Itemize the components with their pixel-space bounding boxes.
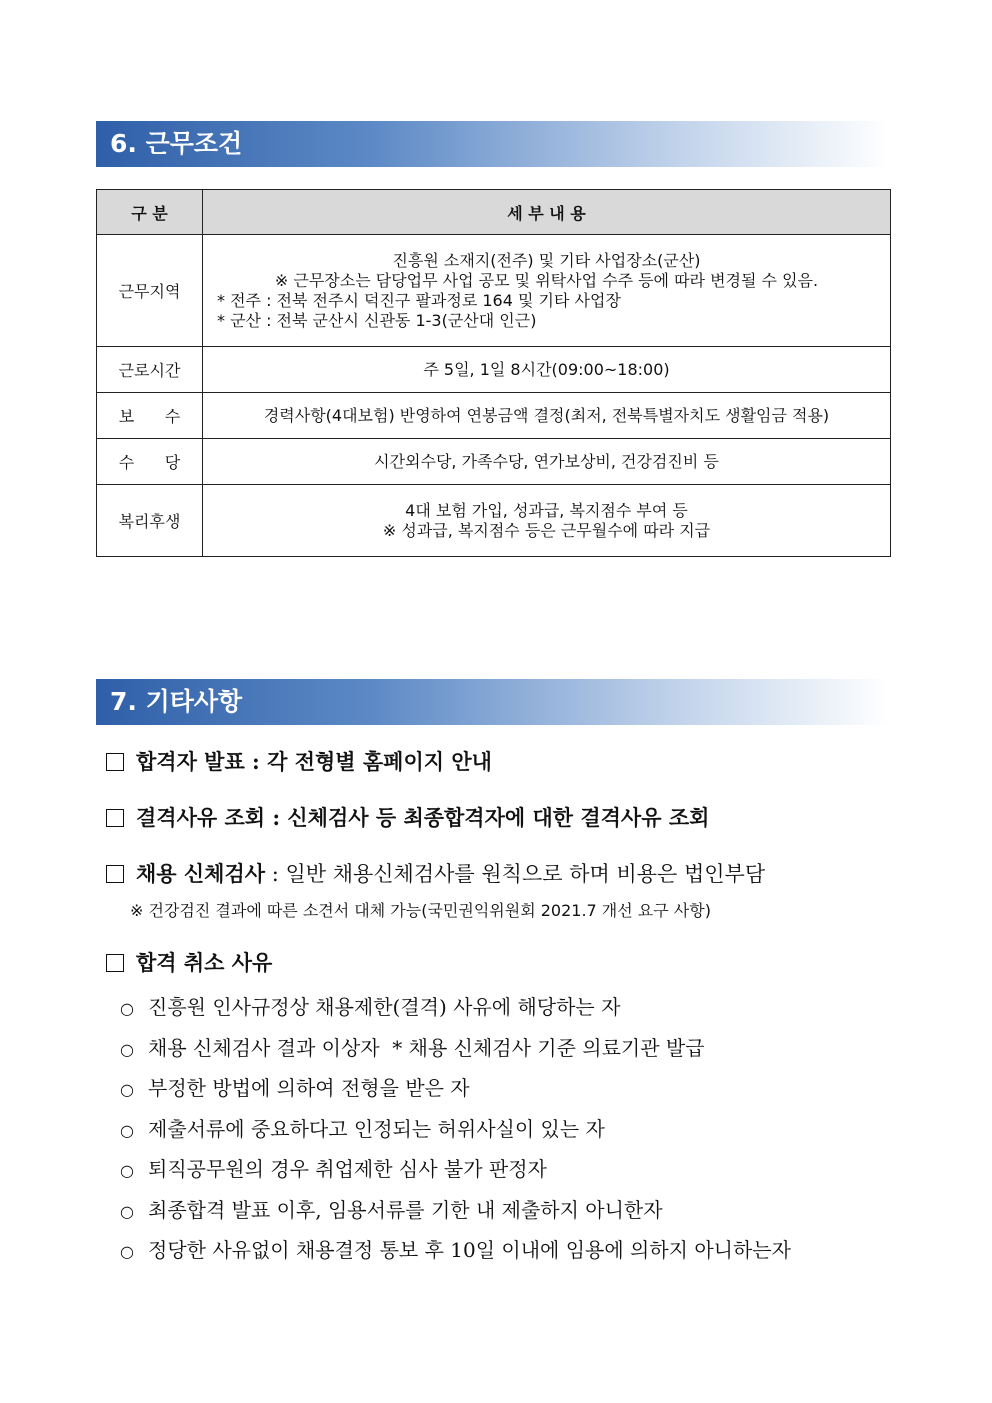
content-line: * 전주 : 전북 전주시 덕진구 팔과정로 164 및 기타 사업장 <box>217 290 621 310</box>
circle-bullet-icon: ○ <box>120 999 134 1018</box>
table-row-work-hours <box>97 347 891 393</box>
cancel-reasons-list <box>106 987 946 1271</box>
table-header-details: 세 부 내 용 <box>203 190 891 235</box>
content-line: ※ 근무장소는 담당업무 사업 공모 및 위탁사업 수주 등에 따라 변경될 수 있음. <box>274 270 819 290</box>
row-label: 복리후생 <box>97 485 203 557</box>
circle-bullet-icon: ○ <box>120 1201 134 1221</box>
cancel-reasons-heading <box>106 947 946 979</box>
health-check-note: ※ 건강검진 결과에 따른 소견서 대체 가능(국민권익위원회 2021.7 개선 요구 사항) <box>130 901 711 920</box>
item-bold-text: 채용 신체검사 <box>136 861 266 886</box>
bullet-text: 부정한 방법에 의하여 전형을 받은 자 <box>148 1076 470 1100</box>
row-label: 근로시간 <box>97 347 203 393</box>
content-line: * 군산 : 전북 군산시 신관동 1-3(군산대 인근) <box>217 310 537 330</box>
table-row-allowance <box>97 439 891 485</box>
section-6-title: 6. 근무조건 <box>110 129 243 158</box>
checkbox-square-icon <box>106 954 124 972</box>
other-matters-list <box>106 746 946 1271</box>
list-item <box>106 1149 946 1190</box>
checkbox-square-icon <box>106 865 124 883</box>
item-bold-text: 합격 취소 사유 <box>136 950 273 975</box>
bullet-text: 퇴직공무원의 경우 취업제한 심사 불가 판정자 <box>148 1157 547 1181</box>
list-item <box>106 1230 946 1271</box>
row-label: 근무지역 <box>97 235 203 347</box>
content-line: 4대 보험 가입, 성과급, 복지점수 부여 등 <box>405 500 688 520</box>
row-label: 보 수 <box>97 393 203 439</box>
list-item <box>106 1109 946 1150</box>
content-line: 진흥원 소재지(전주) 및 기타 사업장소(군산) <box>392 250 701 270</box>
bullet-text: 진흥원 인사규정상 채용제한(결격) 사유에 해당하는 자 <box>148 995 621 1019</box>
bullet-text: 제출서류에 중요하다고 인정되는 허위사실이 있는 자 <box>148 1116 605 1141</box>
table-row-work-location <box>97 235 891 347</box>
table-header-row <box>97 190 891 235</box>
section-7-header <box>96 679 890 725</box>
section-7-title: 7. 기타사항 <box>110 687 243 716</box>
circle-bullet-icon: ○ <box>120 1242 134 1261</box>
list-item <box>106 746 946 782</box>
item-bold-text: 결격사유 조회 : 신체검사 등 최종합격자에 대한 결격사유 조회 <box>136 805 710 830</box>
list-item <box>106 1190 946 1231</box>
section-6-header <box>96 121 890 167</box>
item-normal-text: : 일반 채용신체검사를 원칙으로 하며 비용은 법인부담 <box>265 862 766 886</box>
table-row-salary <box>97 393 891 439</box>
checkbox-square-icon <box>106 809 124 827</box>
list-item <box>106 1028 946 1069</box>
item-bold-text: 합격자 발표 : 각 전형별 홈페이지 안내 <box>136 749 492 774</box>
row-label: 수 당 <box>97 439 203 485</box>
circle-bullet-icon: ○ <box>120 1120 134 1140</box>
work-conditions-table <box>96 189 891 557</box>
bullet-text: 정당한 사유없이 채용결정 통보 후 10일 이내에 임용에 의하지 아니하는자 <box>148 1238 791 1262</box>
list-item <box>106 987 946 1028</box>
table-header-category: 구 분 <box>97 190 203 235</box>
bullet-text: 채용 신체검사 결과 이상자 * 채용 신체검사 기준 의료기관 발급 <box>148 1035 705 1060</box>
circle-bullet-icon: ○ <box>120 1080 134 1099</box>
circle-bullet-icon: ○ <box>120 1039 134 1059</box>
bullet-text: 최종합격 발표 이후, 임용서류를 기한 내 제출하지 아니한자 <box>148 1197 663 1222</box>
list-item <box>106 858 946 888</box>
content-line: ※ 성과급, 복지점수 등은 근무월수에 따라 지급 <box>382 520 711 540</box>
row-content: 시간외수당, 가족수당, 연가보상비, 건강검진비 등 <box>203 439 891 485</box>
list-item <box>106 802 946 838</box>
list-item <box>106 1068 946 1109</box>
table-row-welfare <box>97 485 891 557</box>
checkbox-square-icon <box>106 753 124 771</box>
row-content: 주 5일, 1일 8시간(09:00~18:00) <box>203 347 891 393</box>
row-content <box>203 235 891 347</box>
row-content <box>203 485 891 557</box>
circle-bullet-icon: ○ <box>120 1161 134 1180</box>
row-content: 경력사항(4대보험) 반영하여 연봉금액 결정(최저, 전북특별자치도 생활임금 적용) <box>203 393 891 439</box>
